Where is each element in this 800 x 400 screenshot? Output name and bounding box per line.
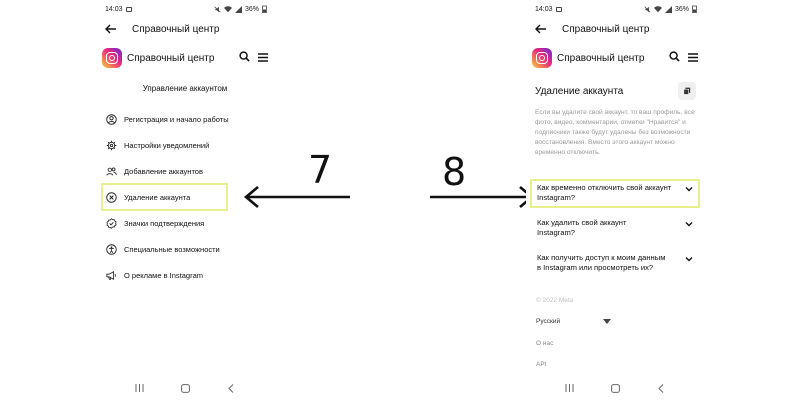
back-arrow-icon[interactable] [534, 22, 548, 36]
language-selected: Русский [536, 318, 561, 325]
app-bar [526, 18, 704, 40]
close-circle-icon [106, 192, 117, 203]
back-arrow-icon[interactable] [104, 22, 118, 36]
chevron-down-icon [685, 220, 693, 228]
menu-item-label: Значки подтверждения [124, 218, 205, 228]
home-icon[interactable] [608, 381, 622, 395]
chevron-down-icon [685, 185, 693, 193]
recent-apps-icon[interactable] [132, 381, 146, 395]
battery-percent: 36% [674, 5, 689, 13]
wifi-icon [224, 6, 232, 13]
left-arrow-icon [242, 186, 352, 208]
faq-list [531, 180, 699, 285]
step-number-left: 7 [308, 148, 333, 192]
menu-item-label: О рекламе в Instagram [124, 270, 203, 280]
section-title: Управление аккаунтом [142, 84, 228, 93]
wifi-icon [654, 6, 662, 13]
accessibility-icon [106, 244, 117, 255]
faq-question: Как получить доступ к моим данным в Instagram или просмотреть их? [537, 253, 666, 272]
copyright: © 2022 Meta [536, 297, 574, 304]
android-nav-bar [96, 376, 274, 400]
menu-item-notifications[interactable] [102, 132, 268, 158]
footer-link-api[interactable]: API [536, 361, 547, 368]
search-icon[interactable] [669, 49, 680, 67]
status-time: 14:03 [105, 5, 123, 13]
caret-down-icon [603, 319, 611, 324]
menu-item-label: Настройки уведомлений [124, 140, 210, 150]
menu-item-label: Специальные возможности [124, 244, 220, 254]
menu-item-verified-badges[interactable] [102, 210, 268, 236]
mute-icon [644, 6, 651, 13]
app-bar-title: Справочный центр [562, 23, 650, 35]
footer-link-about[interactable]: О нас [536, 340, 554, 347]
gear-icon [106, 140, 117, 151]
step-number-right: 8 [442, 150, 467, 194]
menu-item-label: Регистрация и начало работы [124, 114, 229, 124]
menu-item-label: Удаление аккаунта [124, 192, 191, 202]
copy-link-button[interactable] [678, 82, 696, 100]
app-bar-title: Справочный центр [132, 23, 220, 35]
signal-icon [235, 6, 242, 13]
menu-item-label: Добавление аккаунтов [124, 166, 203, 176]
gallery-notification-icon [556, 7, 562, 12]
article-description: Если вы удалите свой аккаунт, то ваш профиль, все фото, видео, комментарии, отметки "Нравится" и подписчики также будут удалены без возможности восстановления. Вместо этого аккаунт можно временно отключить. [535, 109, 695, 156]
gallery-notification-icon [126, 7, 132, 12]
header-title: Справочный центр [557, 52, 645, 64]
instagram-logo-icon[interactable] [532, 48, 552, 68]
battery-percent: 36% [244, 5, 259, 13]
back-icon[interactable] [654, 381, 668, 395]
status-bar [526, 0, 704, 18]
back-icon[interactable] [224, 381, 238, 395]
signal-icon [665, 6, 672, 13]
people-icon [106, 166, 117, 177]
menu-item-add-accounts[interactable] [102, 158, 268, 184]
status-time: 14:03 [535, 5, 553, 13]
battery-icon [692, 5, 697, 13]
copy-icon [683, 87, 691, 95]
menu-item-ads[interactable] [102, 262, 268, 288]
help-center-header [532, 46, 698, 70]
menu-item-accessibility[interactable] [102, 236, 268, 262]
menu-icon[interactable] [258, 49, 268, 67]
right-phone-screen [526, 0, 704, 400]
search-icon[interactable] [239, 49, 250, 67]
android-nav-bar [526, 376, 704, 400]
faq-question: Как удалить свой аккаунт Instagram? [537, 218, 627, 237]
megaphone-icon [106, 270, 117, 281]
language-select[interactable] [536, 318, 611, 325]
home-icon[interactable] [178, 381, 192, 395]
menu-item-delete-account[interactable] [102, 184, 227, 210]
app-bar [96, 18, 274, 40]
verified-badge-icon [106, 218, 117, 229]
instagram-logo-icon[interactable] [102, 48, 122, 68]
help-center-header [102, 46, 268, 70]
article-title: Удаление аккаунта [535, 86, 624, 97]
faq-item-data-access[interactable] [531, 250, 699, 277]
chevron-down-icon [685, 255, 693, 263]
mute-icon [214, 6, 221, 13]
recent-apps-icon[interactable] [562, 381, 576, 395]
faq-item-delete[interactable] [531, 215, 699, 242]
faq-question: Как временно отключить свой аккаунт Instagram? [537, 183, 672, 202]
menu-icon[interactable] [688, 49, 698, 67]
battery-icon [262, 5, 267, 13]
faq-item-deactivate[interactable] [531, 180, 699, 207]
header-title: Справочный центр [127, 52, 215, 64]
status-bar [96, 0, 274, 18]
menu-item-registration[interactable] [102, 106, 268, 132]
person-circle-icon [106, 114, 117, 125]
